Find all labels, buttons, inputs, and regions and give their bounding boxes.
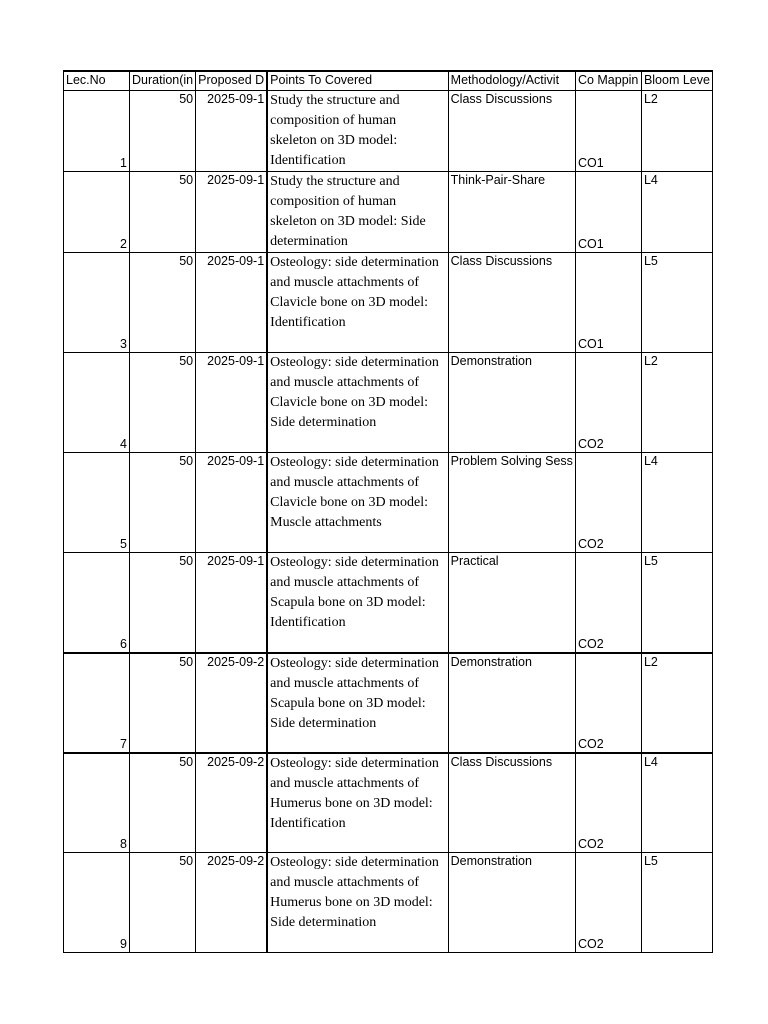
cell-lec-no: 5 xyxy=(64,453,130,553)
cell-duration: 50 xyxy=(130,453,196,553)
cell-date: 2025-09-2 xyxy=(196,853,268,953)
cell-co-mapping: CO2 xyxy=(575,453,641,553)
cell-points: Study the structure and composition of human skeleton on 3D model: Side determination xyxy=(267,172,448,253)
cell-methodology: Class Discussions xyxy=(448,253,575,353)
cell-date: 2025-09-1 xyxy=(196,453,268,553)
table-row xyxy=(64,253,713,353)
cell-methodology: Demonstration xyxy=(448,353,575,453)
cell-methodology: Practical xyxy=(448,553,575,653)
cell-bloom-level: L5 xyxy=(641,853,712,953)
cell-points: Osteology: side determination and muscle attachments of Clavicle bone on 3D model: Identification xyxy=(267,253,448,353)
cell-methodology: Class Discussions xyxy=(448,91,575,172)
cell-points: Osteology: side determination and muscle attachments of Scapula bone on 3D model: Side determination xyxy=(267,653,448,753)
cell-duration: 50 xyxy=(130,853,196,953)
cell-points: Osteology: side determination and muscle attachments of Humerus bone on 3D model: Side determination xyxy=(267,853,448,953)
table-row xyxy=(64,553,713,653)
cell-duration: 50 xyxy=(130,553,196,653)
header-methodology: Methodology/Activit xyxy=(448,71,575,91)
cell-bloom-level: L2 xyxy=(641,91,712,172)
cell-lec-no: 8 xyxy=(64,753,130,853)
cell-date: 2025-09-1 xyxy=(196,353,268,453)
cell-methodology: Demonstration xyxy=(448,653,575,753)
cell-methodology: Class Discussions xyxy=(448,753,575,853)
cell-methodology: Problem Solving Sess xyxy=(448,453,575,553)
cell-date: 2025-09-1 xyxy=(196,172,268,253)
cell-bloom-level: L5 xyxy=(641,553,712,653)
cell-duration: 50 xyxy=(130,253,196,353)
cell-bloom-level: L2 xyxy=(641,353,712,453)
cell-bloom-level: L4 xyxy=(641,172,712,253)
cell-date: 2025-09-1 xyxy=(196,253,268,353)
header-proposed-date: Proposed D xyxy=(196,71,268,91)
table-row xyxy=(64,91,713,172)
lecture-plan-table xyxy=(63,70,713,953)
cell-methodology: Demonstration xyxy=(448,853,575,953)
header-co-mapping: Co Mappin xyxy=(575,71,641,91)
cell-co-mapping: CO2 xyxy=(575,353,641,453)
table-row xyxy=(64,853,713,953)
header-points: Points To Covered xyxy=(267,71,448,91)
cell-co-mapping: CO2 xyxy=(575,853,641,953)
table-row xyxy=(64,753,713,853)
cell-co-mapping: CO2 xyxy=(575,753,641,853)
cell-duration: 50 xyxy=(130,353,196,453)
cell-duration: 50 xyxy=(130,753,196,853)
header-duration: Duration(in xyxy=(130,71,196,91)
header-row xyxy=(64,71,713,91)
cell-bloom-level: L2 xyxy=(641,653,712,753)
cell-date: 2025-09-1 xyxy=(196,553,268,653)
table-row xyxy=(64,653,713,753)
header-bloom-level: Bloom Leve xyxy=(641,71,712,91)
cell-bloom-level: L4 xyxy=(641,453,712,553)
cell-points: Study the structure and composition of human skeleton on 3D model: Identification xyxy=(267,91,448,172)
cell-date: 2025-09-2 xyxy=(196,653,268,753)
cell-lec-no: 9 xyxy=(64,853,130,953)
cell-co-mapping: CO2 xyxy=(575,653,641,753)
cell-bloom-level: L4 xyxy=(641,753,712,853)
cell-co-mapping: CO1 xyxy=(575,172,641,253)
cell-date: 2025-09-1 xyxy=(196,91,268,172)
cell-duration: 50 xyxy=(130,172,196,253)
cell-bloom-level: L5 xyxy=(641,253,712,353)
cell-points: Osteology: side determination and muscle attachments of Clavicle bone on 3D model: Muscle attachments xyxy=(267,453,448,553)
cell-co-mapping: CO1 xyxy=(575,91,641,172)
cell-lec-no: 2 xyxy=(64,172,130,253)
cell-lec-no: 4 xyxy=(64,353,130,453)
cell-date: 2025-09-2 xyxy=(196,753,268,853)
cell-co-mapping: CO2 xyxy=(575,553,641,653)
cell-lec-no: 6 xyxy=(64,553,130,653)
cell-lec-no: 3 xyxy=(64,253,130,353)
table-row xyxy=(64,172,713,253)
cell-duration: 50 xyxy=(130,653,196,753)
cell-points: Osteology: side determination and muscle attachments of Scapula bone on 3D model: Identification xyxy=(267,553,448,653)
cell-points: Osteology: side determination and muscle attachments of Clavicle bone on 3D model: Side determination xyxy=(267,353,448,453)
cell-duration: 50 xyxy=(130,91,196,172)
header-lec-no: Lec.No xyxy=(64,71,130,91)
cell-co-mapping: CO1 xyxy=(575,253,641,353)
cell-lec-no: 7 xyxy=(64,653,130,753)
cell-lec-no: 1 xyxy=(64,91,130,172)
table-row xyxy=(64,353,713,453)
cell-points: Osteology: side determination and muscle attachments of Humerus bone on 3D model: Identification xyxy=(267,753,448,853)
table-row xyxy=(64,453,713,553)
cell-methodology: Think-Pair-Share xyxy=(448,172,575,253)
